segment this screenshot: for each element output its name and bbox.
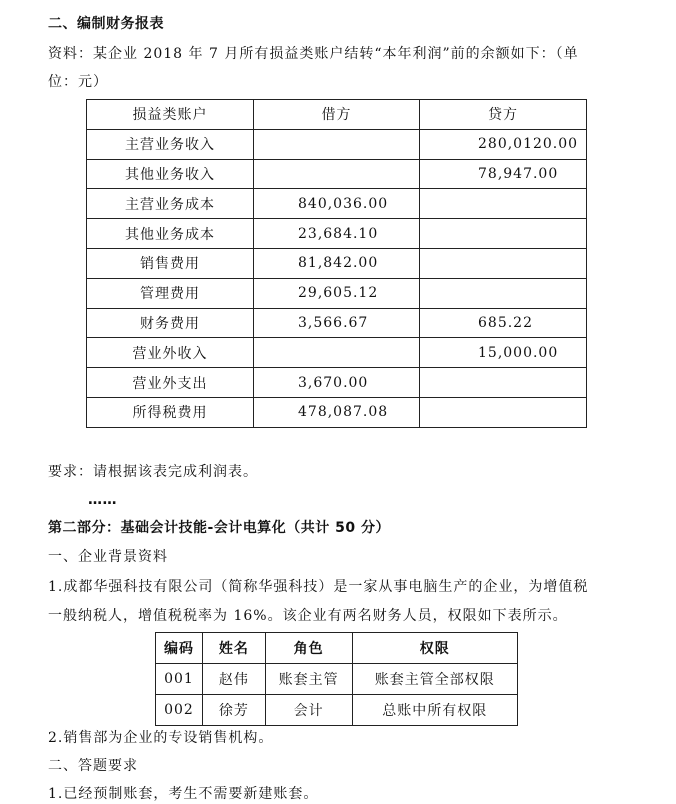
cell-debit: 3,566.67 [254, 308, 420, 338]
header-role: 角色 [265, 633, 352, 664]
cell-code: 001 [156, 664, 203, 695]
cell-account: 管理费用 [87, 278, 254, 308]
cell-credit [420, 278, 587, 308]
cell-debit [254, 338, 420, 368]
table-row [87, 219, 587, 249]
header-code: 编码 [156, 633, 203, 664]
table-row [87, 278, 587, 308]
cell-account: 所得税费用 [87, 397, 254, 427]
cell-credit: 15,000.00 [420, 338, 587, 368]
source-line-2: 位：元） [48, 74, 108, 90]
cell-account: 其他业务成本 [87, 219, 254, 249]
header-permission: 权限 [352, 633, 517, 664]
cell-account: 财务费用 [87, 308, 254, 338]
cell-code: 002 [156, 695, 203, 726]
cell-debit: 23,684.10 [254, 219, 420, 249]
requirement-text: 要求：请根据该表完成利润表。 [48, 464, 258, 480]
cell-credit [420, 397, 587, 427]
part2-title: 第二部分：基础会计技能-会计电算化（共计 50 分） [48, 520, 391, 536]
background-paragraph-2: 2.销售部为企业的专设销售机构。 [48, 730, 274, 746]
table-row [87, 189, 587, 219]
cell-debit: 3,670.00 [254, 368, 420, 398]
balance-table [86, 99, 587, 428]
header-name: 姓名 [202, 633, 265, 664]
cell-debit: 478,087.08 [254, 397, 420, 427]
section-title: 二、编制财务报表 [48, 16, 164, 32]
cell-debit: 29,605.12 [254, 278, 420, 308]
answer-paragraph-1: 1.已经预制账套，考生不需要新建账套。 [48, 786, 319, 802]
cell-permission: 总账中所有权限 [352, 695, 517, 726]
cell-debit: 840,036.00 [254, 189, 420, 219]
ellipsis: …… [88, 492, 117, 508]
balance-table-header [87, 100, 587, 130]
cell-credit [420, 189, 587, 219]
cell-account: 主营业务成本 [87, 189, 254, 219]
cell-debit [254, 129, 420, 159]
table-row [87, 248, 587, 278]
table-row [156, 695, 518, 726]
roles-table [155, 632, 518, 726]
table-row [156, 664, 518, 695]
cell-credit [420, 248, 587, 278]
cell-credit [420, 219, 587, 249]
cell-role: 会计 [265, 695, 352, 726]
roles-table-header [156, 633, 518, 664]
table-row [87, 397, 587, 427]
cell-name: 赵伟 [202, 664, 265, 695]
cell-permission: 账套主管全部权限 [352, 664, 517, 695]
cell-name: 徐芳 [202, 695, 265, 726]
answer-heading: 二、答题要求 [48, 758, 138, 774]
background-heading: 一、企业背景资料 [48, 549, 168, 565]
cell-account: 主营业务收入 [87, 129, 254, 159]
cell-credit: 78,947.00 [420, 159, 587, 189]
table-row [87, 368, 587, 398]
header-debit: 借方 [254, 100, 420, 130]
cell-debit: 81,842.00 [254, 248, 420, 278]
header-credit: 贷方 [420, 100, 587, 130]
table-row [87, 338, 587, 368]
background-paragraph-1-line-2: 一般纳税人，增值税税率为 16%。该企业有两名财务人员，权限如下表所示。 [48, 608, 568, 624]
cell-credit [420, 368, 587, 398]
cell-debit [254, 159, 420, 189]
table-row [87, 159, 587, 189]
source-line-1: 资料：某企业 2018 年 7 月所有损益类账户结转“本年利润”前的余额如下：（单 [48, 46, 579, 62]
cell-account: 营业外支出 [87, 368, 254, 398]
background-paragraph-1-line-1: 1.成都华强科技有限公司（简称华强科技）是一家从事电脑生产的企业，为增值税 [48, 579, 589, 595]
table-row [87, 308, 587, 338]
table-row [87, 129, 587, 159]
cell-credit: 685.22 [420, 308, 587, 338]
cell-account: 销售费用 [87, 248, 254, 278]
cell-role: 账套主管 [265, 664, 352, 695]
header-account: 损益类账户 [87, 100, 254, 130]
cell-credit: 280,0120.00 [420, 129, 587, 159]
cell-account: 营业外收入 [87, 338, 254, 368]
cell-account: 其他业务收入 [87, 159, 254, 189]
